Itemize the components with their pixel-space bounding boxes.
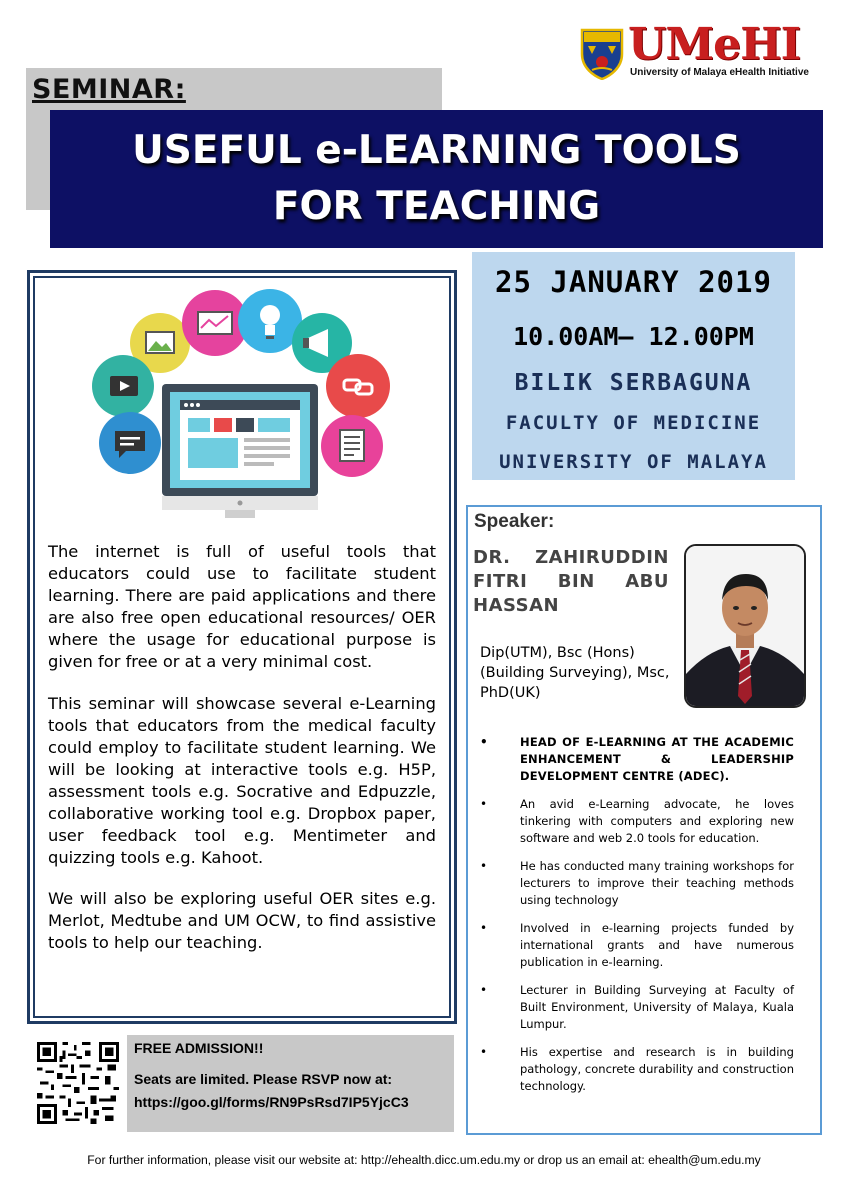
document-icon <box>321 415 383 477</box>
venue-faculty: FACULTY OF MEDICINE <box>505 412 762 434</box>
footer-contact: For further information, please visit our website at: http://ehealth.dicc.um.edu.my or drop us an email at: ehealth@um.edu.my <box>87 1153 761 1167</box>
rsvp-instruction: Seats are limited. Please RSVP now at: <box>134 1071 393 1087</box>
title-banner <box>50 110 823 248</box>
bio-item: • Lecturer in Building Surveying at Faculty of Built Environment, University of Malaya, Kuala Lumpur. <box>478 982 794 1033</box>
link-icon <box>326 354 390 418</box>
speaker-bio-list <box>478 734 794 1106</box>
logo-subtitle: University of Malaya eHealth Initiative <box>630 67 809 78</box>
event-time: 10.00AM– 12.00PM <box>513 322 754 351</box>
speaker-name: DR. ZAHIRUDDIN FITRI BIN ABU HASSAN <box>473 547 669 616</box>
speaker-qualifications: Dip(UTM), Bsc (Hons) (Building Surveying), Msc, PhD(UK) <box>480 645 670 701</box>
bio-item: • He has conducted many training workshops for lecturers to improve their teaching methods using technology <box>478 858 794 909</box>
description-paragraph-1: The internet is full of useful tools that educators could use to facilitate student learning. There are paid applications and there are also free open educational resources/ OER where the usage for educational purpose is given for free or at a very minimal cost. <box>48 542 436 671</box>
venue-room: BILIK SERBAGUNA <box>514 370 753 396</box>
bio-item: • An avid e-Learning advocate, he loves tinkering with computers and exploring new software and web 2.0 tools for education. <box>478 796 794 847</box>
seminar-label: SEMINAR: <box>32 74 186 105</box>
venue-university: UNIVERSITY OF MALAYA <box>499 451 768 473</box>
speaker-heading: Speaker: <box>474 511 555 532</box>
rsvp-text <box>134 1068 452 1114</box>
logo-wordmark: UMeHI <box>628 19 801 70</box>
qr-code-icon[interactable] <box>37 1042 119 1124</box>
monitor-icon <box>162 384 318 518</box>
umehi-logo <box>580 19 812 85</box>
university-shield-icon <box>580 28 624 80</box>
bio-item: • Involved in e-learning projects funded by international grants and have numerous publication in e-learning. <box>478 920 794 971</box>
event-date: 25 JANUARY 2019 <box>495 265 772 299</box>
title-line-2: FOR TEACHING <box>272 184 601 229</box>
description-paragraph-2: This seminar will showcase several e-Learning tools that educators from the medical faculty could employ to facilitate student learning. We will be looking at interactive tools e.g. H5P, assessment tools e.g. Socrative and Edpuzzle, collaborative working tool e.g. Dropbox paper, user feedback tool e.g. Mentimeter and quizzing tools e.g. Kahoot. <box>48 694 436 867</box>
chat-icon <box>99 412 161 474</box>
title-line-1: USEFUL e-LEARNING TOOLS <box>132 128 741 173</box>
speaker-photo <box>684 544 806 708</box>
date-venue-box <box>472 252 795 480</box>
video-play-icon <box>92 355 154 417</box>
bio-item: • His expertise and research is in building pathology, concrete durability and construction technology. <box>478 1044 794 1095</box>
description-paragraph-3: We will also be exploring useful OER sites e.g. Merlot, Medtube and UM OCW, to find assistive tools to help our teaching. <box>48 889 436 952</box>
elearning-illustration <box>90 288 390 523</box>
bio-item: • HEAD OF E-LEARNING AT THE ACADEMIC ENHANCEMENT & LEADERSHIP DEVELOPMENT CENTRE (ADEC). <box>478 734 794 785</box>
admission-title: FREE ADMISSION!! <box>134 1040 264 1056</box>
rsvp-link[interactable]: https://goo.gl/forms/RN9PsRsd7IP5YjcC3 <box>134 1094 409 1110</box>
